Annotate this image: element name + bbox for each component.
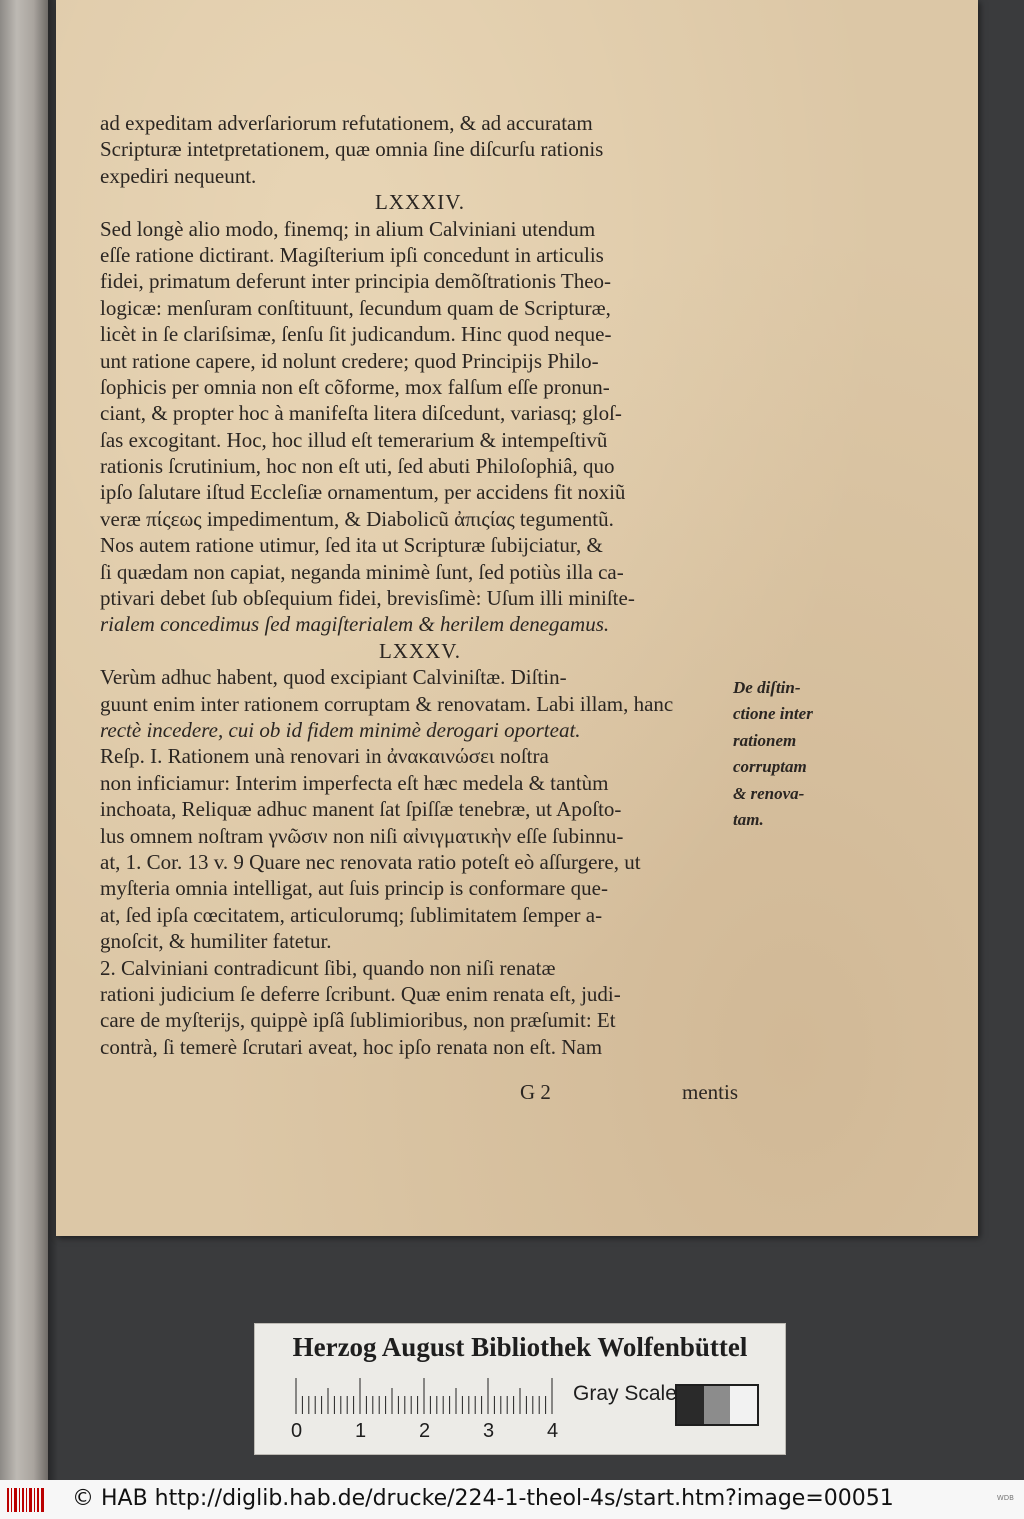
text-line: fidei, primatum deferunt inter principia demõſtrationis Theo- xyxy=(100,269,612,294)
bottom-bar xyxy=(0,1480,1024,1519)
gray-swatch xyxy=(730,1386,757,1424)
text-line: care de myſterijs, quippè ipſâ ſublimioribus, non præſumit: Et xyxy=(100,1008,616,1033)
text-line: logicæ: menſuram conſtituunt, ſecundum quam de Scripturæ, xyxy=(100,295,611,320)
scale-number: 2 xyxy=(419,1420,431,1442)
scale-number: 0 xyxy=(291,1420,303,1442)
color-scale-card xyxy=(254,1323,786,1455)
page-footer xyxy=(100,1080,740,1106)
text-line: expediri nequeunt. xyxy=(100,163,257,188)
text-line: Scripturæ intetpretationem, quæ omnia ſine diſcurſu rationis xyxy=(100,137,604,162)
text-line: ſas excogitant. Hoc, hoc illud eſt temerarium & intempeſtivũ xyxy=(100,427,608,452)
section-lxxxiv-body xyxy=(100,216,740,638)
text-line: ptivari debet ſub obſequium fidei, brevisſimè: Uſum illi miniſte- xyxy=(100,586,635,611)
text-line: Verùm adhuc habent, quod excipiant Calviniſtæ. Diſtin- xyxy=(100,665,567,690)
section-heading-lxxxv: LXXXV. xyxy=(378,638,462,663)
wdb-badge: WDB xyxy=(996,1494,1014,1502)
text-line: ad expeditam adverſariorum refutationem, & ad accuratam xyxy=(100,111,593,135)
text-line: rationis ſcrutinium, hoc non eſt uti, ſed abuti Philoſophiâ, quo xyxy=(100,454,615,479)
text-line: eſſe ratione dictirant. Magiſterium ipſi concedunt in articulis xyxy=(100,242,604,267)
book-spine-edge xyxy=(0,0,48,1480)
text-line: gnoſcit, & humiliter fatetur. xyxy=(100,929,332,954)
text-line: rectè incedere, cui ob id fidem minimè derogari oporteat. xyxy=(100,717,581,742)
margin-note-line: corruptam xyxy=(733,757,807,777)
text-line: non inficiamur: Interim imperfecta eſt hæc medela & tantùm xyxy=(100,770,609,795)
section-heading-lxxxiv: LXXXIV. xyxy=(374,190,466,215)
text-line: licèt in ſe clariſsimæ, ſenſu ſit judicandum. Hinc quod neque- xyxy=(100,322,612,347)
text-line: at, ſed ipſa cœcitatem, articulorumq; ſublimitatem ſemper a- xyxy=(100,902,603,927)
margin-note-line: & renova- xyxy=(733,783,805,803)
margin-note xyxy=(733,675,853,833)
margin-note-line: ctione inter xyxy=(733,704,813,724)
ruler-ticks xyxy=(295,1376,560,1414)
text-line: ipſo ſalutare iſtud Eccleſiæ ornamentum, per accidens fit noxiũ xyxy=(100,480,626,505)
text-line: Sed longè alio modo, finemq; in alium Calviniani utendum xyxy=(100,216,596,241)
text-line: Reſp. I. Rationem unà renovari in ἀνακαινώσει noſtra xyxy=(100,744,549,769)
text-line: contrà, ſi temerè ſcrutari aveat, hoc ipſo renata non eſt. Nam xyxy=(100,1034,603,1059)
text-line: ſi quædam non capiat, neganda minimè ſunt, ſed potiùs illa ca- xyxy=(100,559,624,584)
text-line: inchoata, Reliquæ adhuc manent ſat ſpiſſæ tenebræ, ut Apoſto- xyxy=(100,797,622,822)
text-line: unt ratione capere, id nolunt credere; quod Principijs Philo- xyxy=(100,348,599,373)
signature-mark: G 2 xyxy=(520,1080,551,1104)
text-line: lus omnem noſtram γνῶσιν non niſi αἰνιγματικὴν eſſe ſubinnu- xyxy=(100,823,624,848)
text-line: guunt enim inter rationem corruptam & renovatam. Labi illam, hanc xyxy=(100,691,674,716)
library-name: Herzog August Bibliothek Wolfenbüttel xyxy=(292,1332,748,1362)
gray-scale-label: Gray Scale xyxy=(573,1382,677,1405)
gray-swatch xyxy=(704,1386,731,1424)
section-lxxxv-body xyxy=(100,664,740,1060)
text-line: at, 1. Cor. 13 v. 9 Quare nec renovata ratio poteſt eò aſſurgere, ut xyxy=(100,849,641,874)
scale-number: 1 xyxy=(355,1420,367,1442)
text-line: rialem concedimus ſed magiſterialem & herilem denegamus. xyxy=(100,612,610,637)
text-line: 2. Calviniani contradicunt ſibi, quando non niſi renatæ xyxy=(100,955,556,980)
margin-note-line: tam. xyxy=(733,810,764,830)
text-line: Nos autem ratione utimur, ſed ita ut Scripturæ ſubijciatur, & xyxy=(100,533,603,558)
scale-number: 4 xyxy=(547,1420,559,1442)
page-text-block xyxy=(100,110,740,1060)
catchword: mentis xyxy=(682,1080,738,1104)
gray-swatch xyxy=(677,1386,704,1424)
text-line: ciant, & propter hoc à manifeſta litera diſcedunt, variasq; gloſ- xyxy=(100,401,622,426)
text-line: rationi judicium ſe deferre ſcribunt. Quæ enim renata eſt, judi- xyxy=(100,981,621,1006)
margin-note-line: De diſtin- xyxy=(733,678,801,697)
text-line: myſteria omnia intelligat, aut ſuis princip is conformare que- xyxy=(100,876,608,901)
text-line: ſophicis per omnia non eſt cõforme, mox falſum eſſe pronun- xyxy=(100,374,610,399)
barcode-icon xyxy=(6,1486,46,1514)
source-url[interactable]: © HAB http://diglib.hab.de/drucke/224-1-theol-4s/start.htm?image=00051 xyxy=(72,1486,894,1511)
scale-number: 3 xyxy=(483,1420,495,1442)
gray-scale-swatches xyxy=(675,1384,759,1426)
margin-note-line: rationem xyxy=(733,730,797,750)
text-line: veræ πίςεως impedimentum, & Diabolicũ ἀπιςίας tegumentũ. xyxy=(100,506,614,531)
